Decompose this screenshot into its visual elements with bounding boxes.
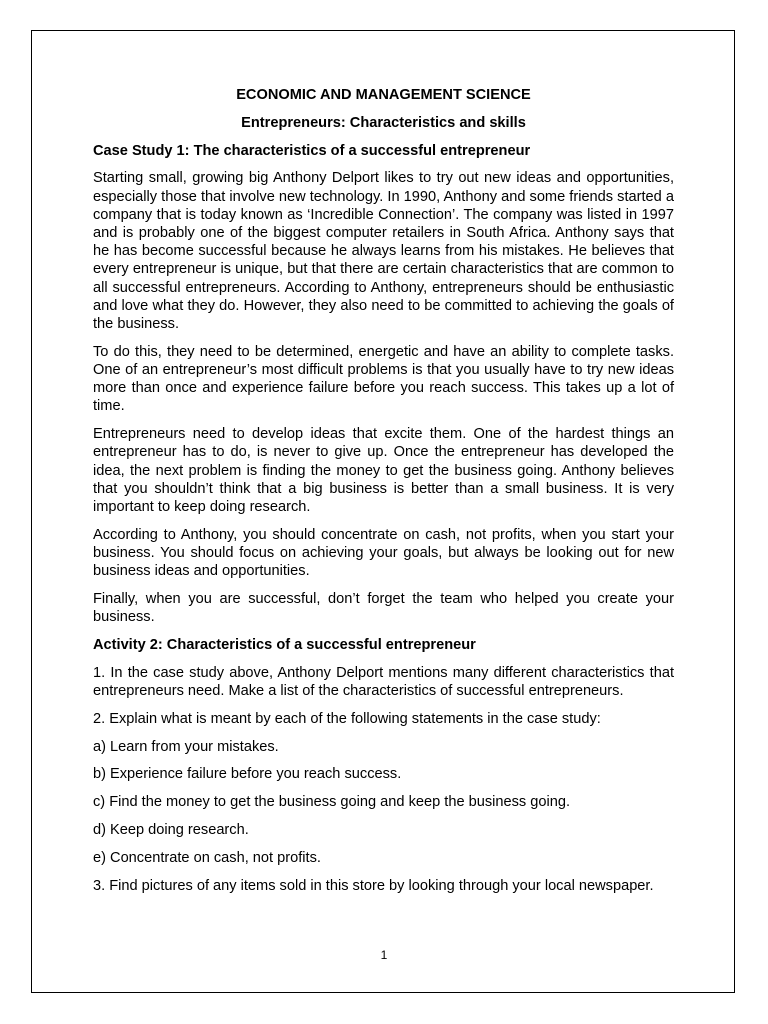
statement-item: e) Concentrate on cash, not profits.	[93, 849, 321, 866]
activity-question-1: 1. In the case study above, Anthony Delport mentions many different characteristics that entrepreneurs need. Make a list of the characteristics of successful entrepreneurs.	[93, 664, 674, 700]
statement-item: b) Experience failure before you reach success.	[93, 766, 402, 783]
document-subtitle: Entrepreneurs: Characteristics and skills	[241, 114, 526, 131]
statement-item: c) Find the money to get the business going and keep the business going.	[93, 794, 571, 811]
case-study-heading: Case Study 1: The characteristics of a successful entrepreneur	[93, 142, 531, 159]
statement-item: d) Keep doing research.	[93, 822, 249, 839]
document-body	[93, 86, 674, 904]
statement-item: a) Learn from your mistakes.	[93, 738, 279, 755]
activity-question-3: 3. Find pictures of any items sold in this store by looking through your local newspaper.	[93, 877, 654, 894]
activity-heading: Activity 2: Characteristics of a successful entrepreneur	[93, 637, 476, 654]
page-number: 1	[380, 948, 388, 962]
activity-question-2: 2. Explain what is meant by each of the following statements in the case study:	[93, 710, 601, 727]
case-study-paragraph: To do this, they need to be determined, energetic and have an ability to complete tasks. One of an entrepreneur’s most difficult problems is that you usually have to try new ideas more than once and experience failure before you reach success. This takes up a lot of time.	[93, 343, 674, 415]
case-study-paragraph: According to Anthony, you should concentrate on cash, not profits, when you start your business. You should focus on achieving your goals, but always be looking out for new business ideas and opportunities.	[93, 526, 674, 580]
document-title: ECONOMIC AND MANAGEMENT SCIENCE	[236, 87, 531, 103]
case-study-paragraph: Entrepreneurs need to develop ideas that excite them. One of the hardest things an entrepreneur has to do, is never to give up. Once the entrepreneur has developed the idea, the next problem is finding the money to get the business going. Anthony believes that you shouldn’t think that a big business is better than a small business. It is very important to keep doing research.	[93, 426, 674, 516]
case-study-paragraph: Finally, when you are successful, don’t forget the team who helped you create your business.	[93, 591, 674, 626]
case-study-paragraph: Starting small, growing big Anthony Delport likes to try out new ideas and opportunities, especially those that involve new technology. In 1990, Anthony and some friends started a company that is today known as ‘Incredible Connection’. The company was listed in 1997 and is probably one of the biggest computer retailers in South Africa. Anthony says that he has become successful because he always learns from his mistakes. He believes that every entrepreneur is unique, but that there are certain characteristics that are common to all successful entrepreneurs. According to Anthony, entrepreneurs should be enthusiastic and love what they do. However, they also need to be committed to achieving the goals of the business.	[93, 170, 674, 333]
